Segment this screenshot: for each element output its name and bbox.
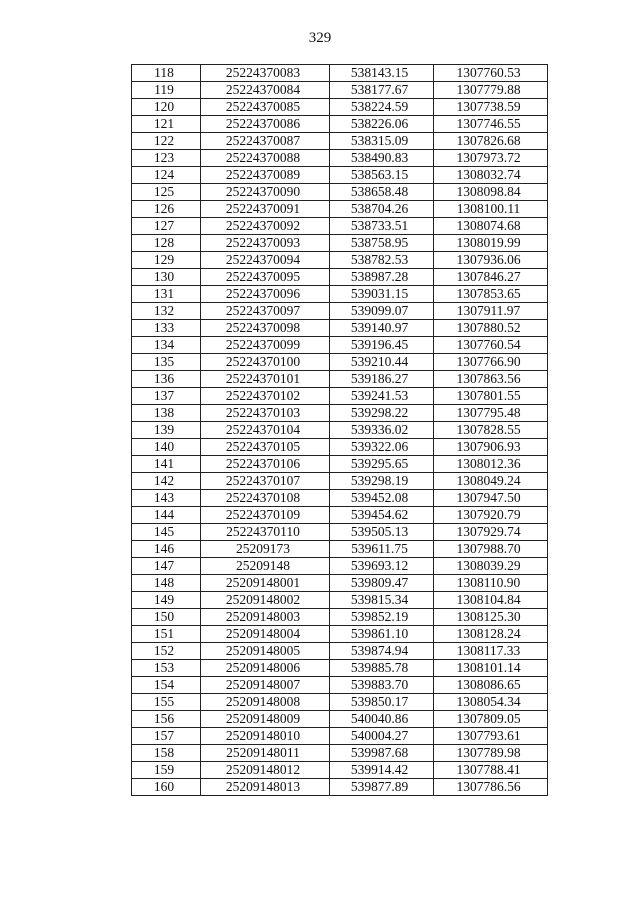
table-row [132,779,548,796]
table-row [132,320,548,337]
y-coordinate-cell: 1308128.24 [434,626,548,643]
table-row [132,643,548,660]
point-id-cell: 25224370098 [201,320,330,337]
y-coordinate-cell: 1308074.68 [434,218,548,235]
y-coordinate-cell: 1307846.27 [434,269,548,286]
y-coordinate-cell: 1307779.88 [434,82,548,99]
table-row [132,490,548,507]
point-id-cell: 25224370083 [201,65,330,82]
y-coordinate-cell: 1307760.54 [434,337,548,354]
row-number-cell: 159 [132,762,201,779]
row-number-cell: 130 [132,269,201,286]
row-number-cell: 129 [132,252,201,269]
y-coordinate-cell: 1307988.70 [434,541,548,558]
point-id-cell: 25224370095 [201,269,330,286]
y-coordinate-cell: 1308019.99 [434,235,548,252]
table-row [132,609,548,626]
x-coordinate-cell: 538177.67 [330,82,434,99]
table-row [132,507,548,524]
x-coordinate-cell: 539298.19 [330,473,434,490]
point-id-cell: 25209173 [201,541,330,558]
y-coordinate-cell: 1308039.29 [434,558,548,575]
row-number-cell: 144 [132,507,201,524]
row-number-cell: 146 [132,541,201,558]
row-number-cell: 158 [132,745,201,762]
x-coordinate-cell: 539850.17 [330,694,434,711]
row-number-cell: 123 [132,150,201,167]
point-id-cell: 25209148010 [201,728,330,745]
table-row [132,626,548,643]
y-coordinate-cell: 1308125.30 [434,609,548,626]
row-number-cell: 137 [132,388,201,405]
row-number-cell: 118 [132,65,201,82]
x-coordinate-cell: 539336.02 [330,422,434,439]
x-coordinate-cell: 539186.27 [330,371,434,388]
x-coordinate-cell: 538782.53 [330,252,434,269]
x-coordinate-cell: 539452.08 [330,490,434,507]
point-id-cell: 25224370110 [201,524,330,541]
table-row [132,286,548,303]
y-coordinate-cell: 1307906.93 [434,439,548,456]
y-coordinate-cell: 1307788.41 [434,762,548,779]
table-row [132,439,548,456]
x-coordinate-cell: 539031.15 [330,286,434,303]
table-row [132,201,548,218]
x-coordinate-cell: 538226.06 [330,116,434,133]
y-coordinate-cell: 1308100.11 [434,201,548,218]
row-number-cell: 132 [132,303,201,320]
row-number-cell: 133 [132,320,201,337]
row-number-cell: 127 [132,218,201,235]
row-number-cell: 119 [132,82,201,99]
point-id-cell: 25224370090 [201,184,330,201]
y-coordinate-cell: 1308032.74 [434,167,548,184]
point-id-cell: 25224370108 [201,490,330,507]
x-coordinate-cell: 539914.42 [330,762,434,779]
table-row [132,524,548,541]
x-coordinate-cell: 538143.15 [330,65,434,82]
x-coordinate-cell: 539611.75 [330,541,434,558]
table-row [132,677,548,694]
table-row [132,252,548,269]
y-coordinate-cell: 1307826.68 [434,133,548,150]
y-coordinate-cell: 1307766.90 [434,354,548,371]
point-id-cell: 25224370087 [201,133,330,150]
point-id-cell: 25224370092 [201,218,330,235]
x-coordinate-cell: 538658.48 [330,184,434,201]
y-coordinate-cell: 1308110.90 [434,575,548,592]
row-number-cell: 125 [132,184,201,201]
x-coordinate-cell: 539241.53 [330,388,434,405]
point-id-cell: 25224370101 [201,371,330,388]
point-id-cell: 25209148003 [201,609,330,626]
table-row [132,728,548,745]
row-number-cell: 134 [132,337,201,354]
point-id-cell: 25224370088 [201,150,330,167]
table-row [132,371,548,388]
coordinates-table [131,64,548,796]
table-row [132,456,548,473]
row-number-cell: 143 [132,490,201,507]
point-id-cell: 25224370096 [201,286,330,303]
point-id-cell: 25209148013 [201,779,330,796]
y-coordinate-cell: 1308086.65 [434,677,548,694]
point-id-cell: 25224370097 [201,303,330,320]
y-coordinate-cell: 1307746.55 [434,116,548,133]
y-coordinate-cell: 1307809.05 [434,711,548,728]
y-coordinate-cell: 1308049.24 [434,473,548,490]
point-id-cell: 25224370105 [201,439,330,456]
table-row [132,745,548,762]
x-coordinate-cell: 539852.19 [330,609,434,626]
point-id-cell: 25209148008 [201,694,330,711]
y-coordinate-cell: 1307920.79 [434,507,548,524]
row-number-cell: 148 [132,575,201,592]
table-row [132,82,548,99]
x-coordinate-cell: 539295.65 [330,456,434,473]
table-row [132,575,548,592]
point-id-cell: 25224370107 [201,473,330,490]
table-row [132,116,548,133]
point-id-cell: 25224370084 [201,82,330,99]
y-coordinate-cell: 1307786.56 [434,779,548,796]
table-row [132,592,548,609]
point-id-cell: 25224370104 [201,422,330,439]
point-id-cell: 25209148001 [201,575,330,592]
y-coordinate-cell: 1307880.52 [434,320,548,337]
table-row [132,762,548,779]
y-coordinate-cell: 1307801.55 [434,388,548,405]
y-coordinate-cell: 1308012.36 [434,456,548,473]
row-number-cell: 128 [132,235,201,252]
point-id-cell: 25209148005 [201,643,330,660]
table-row [132,184,548,201]
x-coordinate-cell: 539815.34 [330,592,434,609]
row-number-cell: 121 [132,116,201,133]
table-row [132,711,548,728]
table-row [132,541,548,558]
x-coordinate-cell: 538563.15 [330,167,434,184]
row-number-cell: 155 [132,694,201,711]
y-coordinate-cell: 1307795.48 [434,405,548,422]
point-id-cell: 25224370089 [201,167,330,184]
y-coordinate-cell: 1307760.53 [434,65,548,82]
point-id-cell: 25224370100 [201,354,330,371]
row-number-cell: 131 [132,286,201,303]
row-number-cell: 138 [132,405,201,422]
row-number-cell: 149 [132,592,201,609]
y-coordinate-cell: 1307793.61 [434,728,548,745]
point-id-cell: 25224370106 [201,456,330,473]
x-coordinate-cell: 539322.06 [330,439,434,456]
point-id-cell: 25224370094 [201,252,330,269]
point-id-cell: 25209148007 [201,677,330,694]
point-id-cell: 25209148009 [201,711,330,728]
x-coordinate-cell: 539809.47 [330,575,434,592]
table-row [132,218,548,235]
point-id-cell: 25224370102 [201,388,330,405]
table-row [132,235,548,252]
point-id-cell: 25224370093 [201,235,330,252]
y-coordinate-cell: 1307789.98 [434,745,548,762]
x-coordinate-cell: 540040.86 [330,711,434,728]
x-coordinate-cell: 539987.68 [330,745,434,762]
row-number-cell: 145 [132,524,201,541]
point-id-cell: 25224370091 [201,201,330,218]
point-id-cell: 25209148011 [201,745,330,762]
row-number-cell: 152 [132,643,201,660]
table-row [132,405,548,422]
table-row [132,269,548,286]
y-coordinate-cell: 1307828.55 [434,422,548,439]
row-number-cell: 151 [132,626,201,643]
y-coordinate-cell: 1307929.74 [434,524,548,541]
x-coordinate-cell: 539298.22 [330,405,434,422]
row-number-cell: 139 [132,422,201,439]
x-coordinate-cell: 538758.95 [330,235,434,252]
table-body [132,65,548,796]
x-coordinate-cell: 539693.12 [330,558,434,575]
table-row [132,65,548,82]
point-id-cell: 25224370109 [201,507,330,524]
x-coordinate-cell: 538315.09 [330,133,434,150]
table-row [132,422,548,439]
row-number-cell: 135 [132,354,201,371]
point-id-cell: 25209148006 [201,660,330,677]
x-coordinate-cell: 539883.70 [330,677,434,694]
row-number-cell: 157 [132,728,201,745]
point-id-cell: 25209148004 [201,626,330,643]
row-number-cell: 153 [132,660,201,677]
x-coordinate-cell: 539505.13 [330,524,434,541]
y-coordinate-cell: 1308098.84 [434,184,548,201]
x-coordinate-cell: 539874.94 [330,643,434,660]
table-row [132,473,548,490]
table-row [132,167,548,184]
row-number-cell: 150 [132,609,201,626]
y-coordinate-cell: 1307863.56 [434,371,548,388]
x-coordinate-cell: 539140.97 [330,320,434,337]
y-coordinate-cell: 1308054.34 [434,694,548,711]
page-number: 329 [308,30,332,46]
y-coordinate-cell: 1308117.33 [434,643,548,660]
table-row [132,558,548,575]
row-number-cell: 147 [132,558,201,575]
y-coordinate-cell: 1308101.14 [434,660,548,677]
table-row [132,337,548,354]
y-coordinate-cell: 1307973.72 [434,150,548,167]
point-id-cell: 25224370099 [201,337,330,354]
row-number-cell: 136 [132,371,201,388]
row-number-cell: 140 [132,439,201,456]
row-number-cell: 120 [132,99,201,116]
row-number-cell: 122 [132,133,201,150]
row-number-cell: 124 [132,167,201,184]
x-coordinate-cell: 538224.59 [330,99,434,116]
y-coordinate-cell: 1307853.65 [434,286,548,303]
x-coordinate-cell: 538704.26 [330,201,434,218]
x-coordinate-cell: 539210.44 [330,354,434,371]
table-row [132,303,548,320]
table-row [132,150,548,167]
y-coordinate-cell: 1307947.50 [434,490,548,507]
point-id-cell: 25209148012 [201,762,330,779]
x-coordinate-cell: 540004.27 [330,728,434,745]
row-number-cell: 156 [132,711,201,728]
row-number-cell: 160 [132,779,201,796]
y-coordinate-cell: 1307738.59 [434,99,548,116]
table-row [132,694,548,711]
x-coordinate-cell: 539196.45 [330,337,434,354]
row-number-cell: 141 [132,456,201,473]
x-coordinate-cell: 539861.10 [330,626,434,643]
x-coordinate-cell: 538987.28 [330,269,434,286]
point-id-cell: 25209148 [201,558,330,575]
x-coordinate-cell: 538490.83 [330,150,434,167]
y-coordinate-cell: 1307936.06 [434,252,548,269]
x-coordinate-cell: 539877.89 [330,779,434,796]
y-coordinate-cell: 1307911.97 [434,303,548,320]
row-number-cell: 154 [132,677,201,694]
row-number-cell: 142 [132,473,201,490]
table-row [132,133,548,150]
point-id-cell: 25209148002 [201,592,330,609]
y-coordinate-cell: 1308104.84 [434,592,548,609]
table-row [132,660,548,677]
x-coordinate-cell: 539885.78 [330,660,434,677]
table-row [132,99,548,116]
table-row [132,388,548,405]
point-id-cell: 25224370086 [201,116,330,133]
point-id-cell: 25224370085 [201,99,330,116]
x-coordinate-cell: 538733.51 [330,218,434,235]
table-row [132,354,548,371]
row-number-cell: 126 [132,201,201,218]
x-coordinate-cell: 539454.62 [330,507,434,524]
x-coordinate-cell: 539099.07 [330,303,434,320]
point-id-cell: 25224370103 [201,405,330,422]
